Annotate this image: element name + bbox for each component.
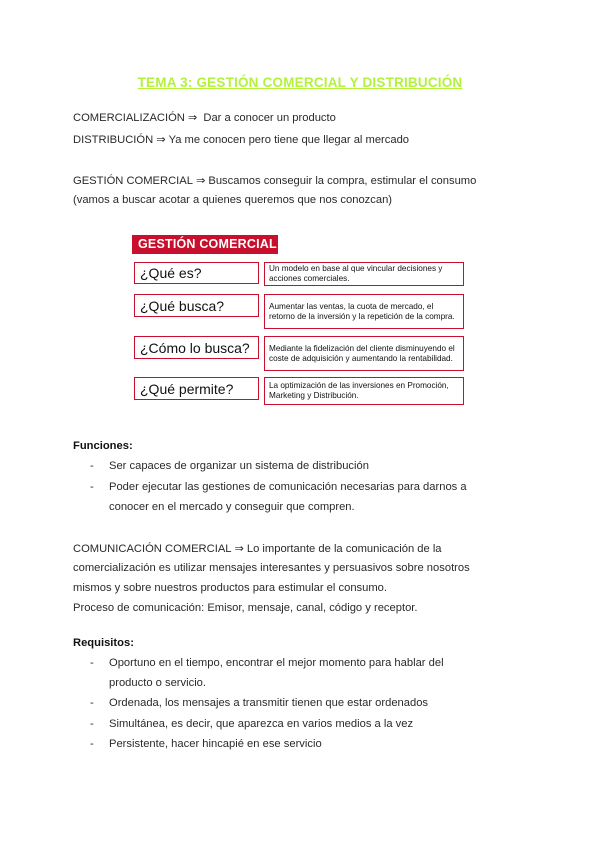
gestion-comercial-diagram <box>132 232 468 410</box>
diagram-question-box: ¿Cómo lo busca? <box>134 336 259 359</box>
requisito-item: Oportuno en el tiempo, encontrar el mejor momento para hablar del <box>109 657 444 669</box>
funcion-item-continued: conocer en el mercado y conseguir que compren. <box>109 501 355 513</box>
comunicacion-text-2: comercialización es utilizar mensajes interesantes y persuasivos sobre nosotros <box>73 562 470 574</box>
gestion-note: (vamos a buscar acotar a quienes queremos que nos conozcan) <box>73 194 393 206</box>
term: COMERCIALIZACIÓN <box>73 112 185 124</box>
funciones-heading: Funciones: <box>73 440 133 452</box>
diagram-answer-box: Un modelo en base al que vincular decisiones y acciones comerciales. <box>264 262 464 286</box>
requisito-item: Persistente, hacer hincapié en ese servicio <box>109 738 322 750</box>
arrow-icon: ⇒ <box>156 134 166 146</box>
gestion-comercial-line <box>73 174 476 187</box>
definition-text: Dar a conocer un producto <box>203 112 336 124</box>
diagram-answer-box: Aumentar las ventas, la cuota de mercado, el retorno de la inversión y la repetición de la compra. <box>264 294 464 329</box>
bullet-dash: - <box>90 481 94 493</box>
comunicacion-text-3: mismos y sobre nuestros productos para estimular el consumo. <box>73 582 388 594</box>
term: DISTRIBUCIÓN <box>73 134 154 146</box>
page-title: TEMA 3: GESTIÓN COMERCIAL Y DISTRIBUCIÓN <box>137 75 463 90</box>
diagram-answer-box: Mediante la fidelización del cliente disminuyendo el coste de adquisición y aumentando la rentabilidad. <box>264 336 464 371</box>
bullet-dash: - <box>90 738 94 750</box>
funcion-item: Poder ejecutar las gestiones de comunicación necesarias para darnos a <box>109 481 467 493</box>
diagram-question-box: ¿Qué permite? <box>134 377 259 400</box>
definition-text: Ya me conocen pero tiene que llegar al mercado <box>168 134 410 146</box>
requisitos-heading: Requisitos: <box>73 637 134 649</box>
bullet-dash: - <box>90 657 94 669</box>
proceso-comunicacion: Proceso de comunicación: Emisor, mensaje, canal, código y receptor. <box>73 602 418 614</box>
bullet-dash: - <box>90 697 94 709</box>
term: COMUNICACIÓN COMERCIAL <box>73 543 232 555</box>
funcion-item: Ser capaces de organizar un sistema de distribución <box>109 460 369 472</box>
term: GESTIÓN COMERCIAL <box>73 175 193 187</box>
bullet-dash: - <box>90 460 94 472</box>
comunicacion-text: Lo importante de la comunicación de la <box>246 543 442 555</box>
requisito-item: Ordenada, los mensajes a transmitir tienen que estar ordenados <box>109 697 429 709</box>
diagram-answer-box: La optimización de las inversiones en Promoción, Marketing y Distribución. <box>264 377 464 405</box>
bullet-dash: - <box>90 718 94 730</box>
gestion-text: Buscamos conseguir la compra, estimular el consumo <box>208 175 477 187</box>
diagram-header: GESTIÓN COMERCIAL <box>132 235 278 254</box>
comunicacion-line <box>73 542 442 555</box>
arrow-icon: ⇒ <box>187 112 198 124</box>
requisito-item: Simultánea, es decir, que aparezca en varios medios a la vez <box>109 718 414 730</box>
definition-distribucion <box>73 133 409 146</box>
arrow-icon: ⇒ <box>195 175 206 187</box>
arrow-icon: ⇒ <box>234 543 244 555</box>
definition-comercializacion <box>73 111 336 124</box>
diagram-question-box: ¿Qué busca? <box>134 294 259 317</box>
requisito-item-continued: producto o servicio. <box>109 677 207 689</box>
diagram-question-box: ¿Qué es? <box>134 262 259 284</box>
